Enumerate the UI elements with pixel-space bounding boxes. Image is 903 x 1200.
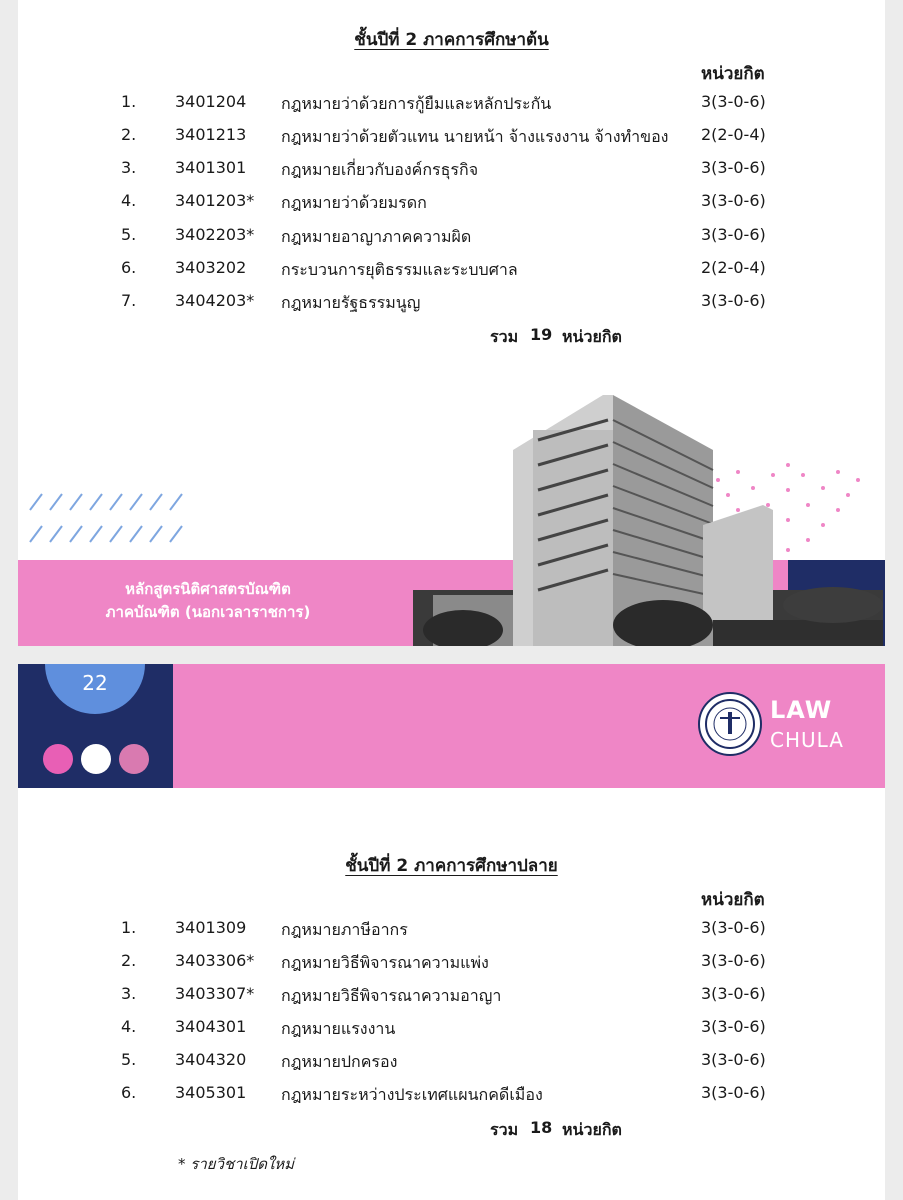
document-page-upper <box>18 0 885 646</box>
course-row <box>18 92 885 116</box>
program-name: หลักสูตรนิติศาสตรบัณฑิต <box>125 580 291 598</box>
course-number: 1. <box>121 918 137 937</box>
document-page-lower <box>18 664 885 1200</box>
total-value: 18 <box>530 1118 553 1137</box>
course-number: 3. <box>121 984 137 1003</box>
course-row <box>18 984 885 1008</box>
program-type: ภาคบัณฑิต (นอกเวลาราชการ) <box>105 603 311 621</box>
course-name: กฎหมายวิธีพิจารณาความอาญา <box>281 986 502 1005</box>
course-name: กฎหมายรัฐธรรมนูญ <box>281 293 421 312</box>
course-row <box>18 1083 885 1107</box>
course-number: 2. <box>121 125 137 144</box>
course-row <box>18 158 885 182</box>
credit-column-header: หน่วยกิต <box>701 64 765 84</box>
course-credits: 2(2-0-4) <box>701 258 766 277</box>
course-number: 5. <box>121 1050 137 1069</box>
credit-column-header: หน่วยกิต <box>701 890 765 910</box>
course-number: 6. <box>121 258 137 277</box>
course-credits: 3(3-0-6) <box>701 225 766 244</box>
rose-dot-icon <box>119 744 149 774</box>
course-name: กฎหมายระหว่างประเทศแผนกคดีเมือง <box>281 1085 543 1104</box>
course-row <box>18 191 885 215</box>
course-code: 3404203* <box>175 291 255 310</box>
course-name: กฎหมายวิธีพิจารณาความแพ่ง <box>281 953 489 972</box>
course-row <box>18 291 885 315</box>
section-title-first-semester: ชั้นปีที่ 2 ภาคการศึกษาต้น <box>354 30 549 50</box>
total-unit: หน่วยกิต <box>562 1120 622 1139</box>
section-title-second-semester: ชั้นปีที่ 2 ภาคการศึกษาปลาย <box>345 856 558 876</box>
course-credits: 3(3-0-6) <box>701 951 766 970</box>
course-row <box>18 1050 885 1074</box>
total-value: 19 <box>530 325 553 344</box>
course-row <box>18 258 885 282</box>
page-number: 22 <box>82 671 108 695</box>
course-credits: 3(3-0-6) <box>701 92 766 111</box>
course-code: 3401203* <box>175 191 255 210</box>
course-number: 4. <box>121 1017 137 1036</box>
header-navy-block <box>18 664 173 788</box>
course-credits: 3(3-0-6) <box>701 291 766 310</box>
course-row <box>18 951 885 975</box>
course-code: 3405301 <box>175 1083 247 1102</box>
course-name: กฎหมายภาษีอากร <box>281 920 408 939</box>
total-label: รวม <box>490 1120 519 1139</box>
course-credits: 3(3-0-6) <box>701 984 766 1003</box>
course-name: กฎหมายว่าด้วยตัวแทน นายหน้า จ้างแรงงาน จ้างทำของ <box>281 127 669 146</box>
course-credits: 3(3-0-6) <box>701 158 766 177</box>
course-number: 6. <box>121 1083 137 1102</box>
course-name: กฎหมายว่าด้วยมรดก <box>281 193 427 212</box>
course-number: 4. <box>121 191 137 210</box>
faculty-building-image <box>413 390 883 646</box>
pink-dot-icon <box>43 744 73 774</box>
course-code: 3401301 <box>175 158 247 177</box>
course-row <box>18 125 885 149</box>
course-credits: 3(3-0-6) <box>701 1017 766 1036</box>
course-code: 3403306* <box>175 951 255 970</box>
course-credits: 2(2-0-4) <box>701 125 766 144</box>
course-code: 3404301 <box>175 1017 247 1036</box>
course-row <box>18 918 885 942</box>
course-credits: 3(3-0-6) <box>701 1083 766 1102</box>
course-name: กระบวนการยุติธรรมและระบบศาล <box>281 260 518 279</box>
course-code: 3403307* <box>175 984 255 1003</box>
course-code: 3402203* <box>175 225 255 244</box>
total-label: รวม <box>490 327 519 346</box>
course-number: 1. <box>121 92 137 111</box>
course-credits: 3(3-0-6) <box>701 1050 766 1069</box>
course-name: กฎหมายอาญาภาคความผิด <box>281 227 472 246</box>
course-code: 3401213 <box>175 125 247 144</box>
course-row <box>18 225 885 249</box>
course-name: กฎหมายว่าด้วยการกู้ยืมและหลักประกัน <box>281 94 552 113</box>
program-banner-text <box>78 578 338 624</box>
course-name: กฎหมายปกครอง <box>281 1052 398 1071</box>
course-code: 3401204 <box>175 92 247 111</box>
chula-seal-icon <box>698 692 762 756</box>
course-row <box>18 1017 885 1041</box>
new-course-footnote: * รายวิชาเปิดใหม่ <box>178 1155 295 1173</box>
logo-law-text: LAW <box>770 696 833 724</box>
course-code: 3401309 <box>175 918 247 937</box>
course-number: 5. <box>121 225 137 244</box>
course-credits: 3(3-0-6) <box>701 918 766 937</box>
course-number: 3. <box>121 158 137 177</box>
course-name: กฎหมายแรงงาน <box>281 1019 396 1038</box>
course-credits: 3(3-0-6) <box>701 191 766 210</box>
logo-chula-text: CHULA <box>770 728 844 752</box>
course-number: 7. <box>121 291 137 310</box>
course-code: 3403202 <box>175 258 247 277</box>
diagonal-stripes-decoration <box>28 490 198 550</box>
course-number: 2. <box>121 951 137 970</box>
total-unit: หน่วยกิต <box>562 327 622 346</box>
course-code: 3404320 <box>175 1050 247 1069</box>
course-name: กฎหมายเกี่ยวกับองค์กรธุรกิจ <box>281 160 479 179</box>
white-dot-icon <box>81 744 111 774</box>
